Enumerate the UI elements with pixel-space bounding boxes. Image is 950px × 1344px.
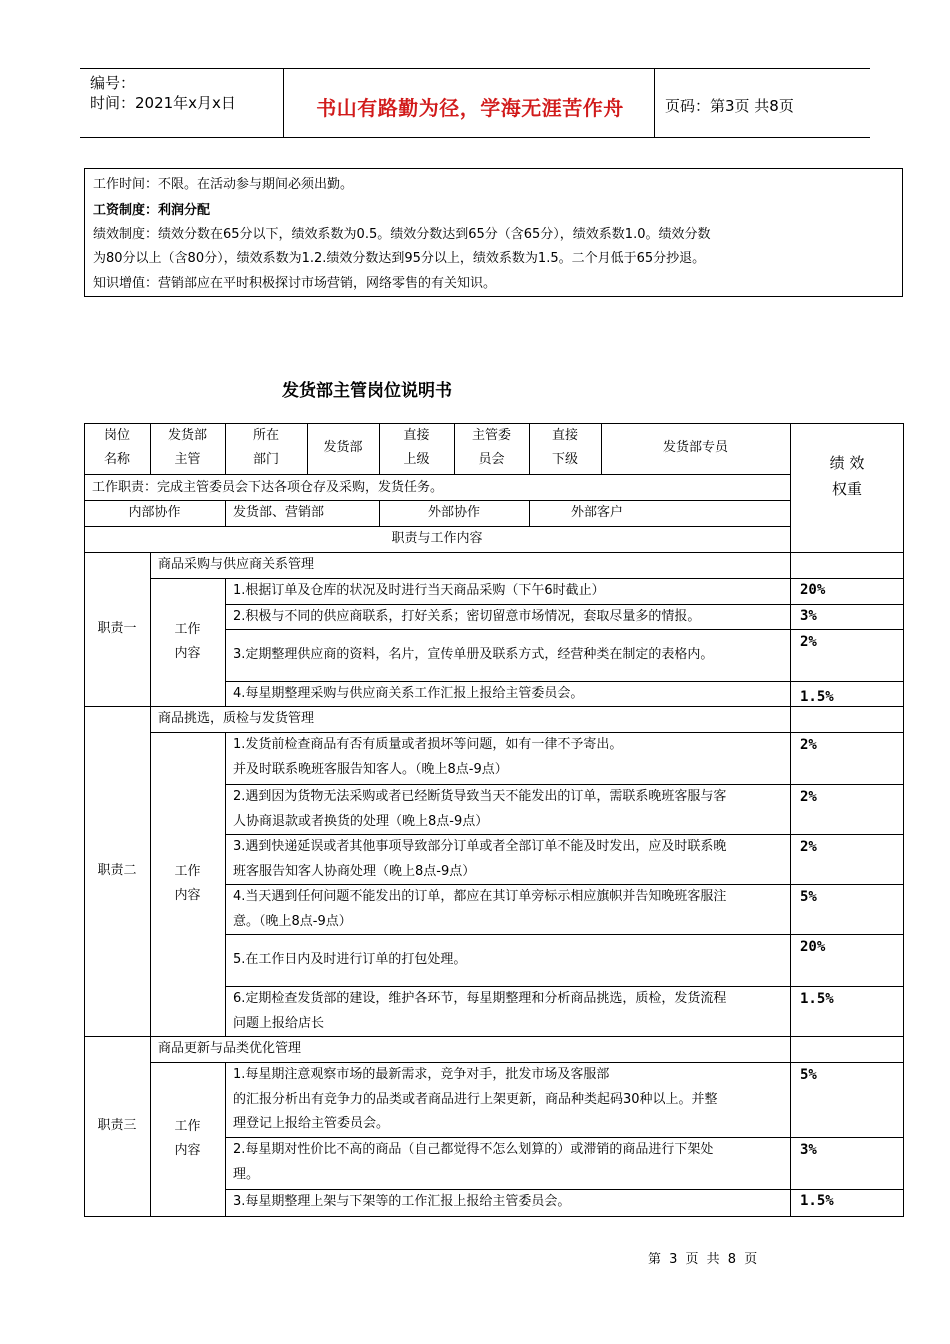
- duty-weight: 1.5%: [800, 1193, 834, 1209]
- table-rule: [150, 732, 904, 733]
- work-label-line: 工作: [174, 864, 201, 879]
- table-rule: [225, 986, 904, 987]
- internal-collab-label: 内部协作: [128, 505, 181, 520]
- table-rule: [379, 500, 380, 526]
- table-rule: [225, 604, 904, 605]
- duty-item-text: 4.当天遇到任何问题不能发出的订单，都应在其订单旁标示相应旗帜并告知晚班客服注: [233, 889, 727, 904]
- table-rule: [150, 552, 151, 706]
- duty-title: 商品采购与供应商关系管理: [158, 557, 315, 572]
- table-rule: [225, 578, 226, 706]
- table-rule: [790, 423, 791, 1216]
- document-title: 发货部主管岗位说明书: [282, 381, 452, 401]
- table-rule: [150, 1062, 904, 1063]
- duty-item-text: 3.定期整理供应商的资料，名片，宣传单册及联系方式，经营种类在制定的表格内。: [233, 647, 714, 662]
- weight-header: 绩 效 权重: [829, 454, 865, 498]
- table-rule: [84, 500, 791, 501]
- table-rule: [225, 1137, 904, 1138]
- page-footer: 第 3 页 共 8 页: [648, 1252, 758, 1267]
- duty-item-text: 3.遇到快递延误或者其他事项导致部分订单或者全部订单不能及时发出，应及时联系晚: [233, 839, 727, 854]
- duty-item-text: 理登记上报给主管委员会。: [233, 1116, 390, 1131]
- duty-item-text: 人协商退款或者换货的处理（晚上8点-9点）: [233, 813, 489, 829]
- external-collab-label: 外部协作: [427, 505, 480, 520]
- superior-value: 主管委 员会: [471, 428, 511, 467]
- table-rule: [84, 526, 791, 527]
- subordinate-value: 发货部专员: [662, 440, 728, 455]
- work-info-box: [84, 168, 903, 297]
- department-value: 发货部: [323, 440, 363, 455]
- performance-text-1: 绩效制度：绩效分数在65分以下，绩效系数为0.5。绩效分数达到65分（含65分），绩效系数1.0。绩效分数: [93, 227, 711, 242]
- duty-item-text: 1.每星期注意观察市场的最新需求，竞争对手，批发市场及客服部: [233, 1067, 610, 1082]
- duty-item-text: 2.每星期对性价比不高的商品（自己都觉得不怎么划算的）或滞销的商品进行下架处: [233, 1142, 714, 1157]
- duty-weight: 1.5%: [800, 689, 834, 705]
- table-rule: [225, 884, 904, 885]
- salary-system-text: 工资制度：利润分配: [93, 203, 211, 218]
- post-name-value: 发货部 主管: [167, 428, 207, 467]
- duty-item-text: 意。（晚上8点-9点）: [233, 913, 352, 929]
- work-content-label: [150, 618, 225, 666]
- table-rule: [84, 1036, 904, 1037]
- table-rule: [529, 423, 530, 474]
- document-date: 时间：2021年x月x日: [90, 94, 236, 112]
- table-rule: [225, 681, 904, 682]
- duty-weight: 2%: [800, 634, 817, 650]
- subordinate-label: 直接 下级: [551, 428, 578, 467]
- duty-weight: 20%: [800, 939, 826, 955]
- table-rule: [150, 1036, 151, 1216]
- superior-label: 直接 上级: [403, 428, 430, 467]
- duty-weight: 3%: [800, 608, 817, 624]
- duty-item-text: 2.遇到因为货物无法采购或者已经断货导致当天不能发出的订单，需联系晚班客服与客: [233, 789, 727, 804]
- work-label-line: 内容: [174, 1143, 201, 1158]
- table-rule: [225, 834, 904, 835]
- work-label-line: 工作: [174, 1119, 201, 1134]
- duty-item-text: 3.每星期整理上架与下架等的工作汇报上报给主管委员会。: [233, 1194, 571, 1209]
- header-motto: 书山有路勤为径，学海无涯苦作舟: [316, 96, 624, 120]
- post-name-label: 岗位 名称: [103, 428, 130, 467]
- duty-weight: 3%: [800, 1142, 817, 1158]
- page-header: [80, 68, 870, 138]
- table-rule: [454, 423, 455, 474]
- table-rule: [225, 934, 904, 935]
- duty-weight: 5%: [800, 889, 817, 905]
- duty-label: 职责一: [97, 621, 137, 636]
- table-rule: [529, 500, 530, 526]
- table-rule: [84, 552, 904, 553]
- duty-item-text: 1.发货前检查商品有否有质量或者损坏等问题，如有一律不予寄出。: [233, 737, 623, 752]
- table-rule: [225, 629, 904, 630]
- duty-item-text: 问题上报给店长: [233, 1015, 325, 1031]
- table-rule: [225, 423, 226, 474]
- table-rule: [903, 423, 904, 1216]
- table-rule: [84, 706, 904, 707]
- duty-item-text: 理。: [233, 1166, 260, 1182]
- duty-summary: 工作职责：完成主管委员会下达各项仓存及采购，发货任务。: [92, 480, 444, 495]
- work-content-label: [150, 1115, 225, 1163]
- work-time-text: 工作时间：不限。在活动参与期间必须出勤。: [93, 177, 354, 192]
- table-rule: [225, 784, 904, 785]
- duty-item-text: 的汇报分析出有竞争力的品类或者商品进行上架更新，商品种类起码30种以上。并整: [233, 1091, 718, 1107]
- department-label: 所在 部门: [252, 428, 279, 467]
- header-page-number: 页码：第3页 共8页: [665, 97, 794, 115]
- work-label-line: 内容: [174, 646, 201, 661]
- table-rule: [150, 578, 904, 579]
- duty-item-text: 1.根据订单及仓库的状况及时进行当天商品采购（下午6时截止）: [233, 583, 605, 598]
- duty-weight: 1.5%: [800, 991, 834, 1007]
- table-rule: [84, 474, 791, 475]
- duty-label: 职责二: [97, 863, 137, 878]
- duty-label: 职责三: [97, 1118, 137, 1133]
- duty-item-text: 4.每星期整理采购与供应商关系工作汇报上报给主管委员会。: [233, 686, 584, 701]
- work-label-line: 工作: [174, 622, 201, 637]
- table-rule: [379, 423, 380, 474]
- table-rule: [225, 732, 226, 1036]
- table-rule: [84, 423, 904, 424]
- duty-title: 商品挑选，质检与发货管理: [158, 711, 315, 726]
- work-content-label: [150, 860, 225, 908]
- duty-weight: 2%: [800, 789, 817, 805]
- external-collab-value: 外部客户: [571, 505, 624, 520]
- table-rule: [150, 423, 151, 474]
- duty-item-text: 2.积极与不同的供应商联系，打好关系；密切留意市场情况，套取尽量多的情报。: [233, 609, 701, 624]
- duty-weight: 20%: [800, 582, 826, 598]
- table-rule: [225, 1189, 904, 1190]
- header-meta: [90, 73, 236, 113]
- document-number: 编号：: [90, 74, 136, 92]
- duty-weight: 5%: [800, 1067, 817, 1083]
- table-rule: [84, 423, 85, 1216]
- duty-item-text: 6.定期检查发货部的建设，维护各环节，每星期整理和分析商品挑选，质检，发货流程: [233, 991, 727, 1006]
- internal-collab-value: 发货部、营销部: [233, 505, 325, 520]
- table-rule: [307, 423, 308, 474]
- table-rule: [601, 423, 602, 474]
- duty-title: 商品更新与品类优化管理: [158, 1041, 302, 1056]
- duty-weight: 2%: [800, 839, 817, 855]
- duty-item-text: 5.在工作日内及时进行订单的打包处理。: [233, 952, 467, 967]
- table-rule: [84, 1216, 904, 1217]
- table-rule: [225, 1062, 226, 1216]
- table-rule: [150, 706, 151, 1036]
- duty-item-text: 并及时联系晚班客服告知客人。（晚上8点-9点）: [233, 761, 508, 777]
- duty-weight: 2%: [800, 737, 817, 753]
- section-header: 职责与工作内容: [391, 531, 483, 546]
- performance-text-2: 为80分以上（含80分），绩效系数为1.2.绩效分数达到95分以上，绩效系数为1.5。二个月低于65分抄退。: [93, 251, 706, 266]
- work-label-line: 内容: [174, 888, 201, 903]
- table-rule: [225, 500, 226, 526]
- knowledge-text: 知识增值：营销部应在平时积极探讨市场营销，网络零售的有关知识。: [93, 276, 497, 291]
- duty-item-text: 班客服告知客人协商处理（晚上8点-9点）: [233, 863, 476, 879]
